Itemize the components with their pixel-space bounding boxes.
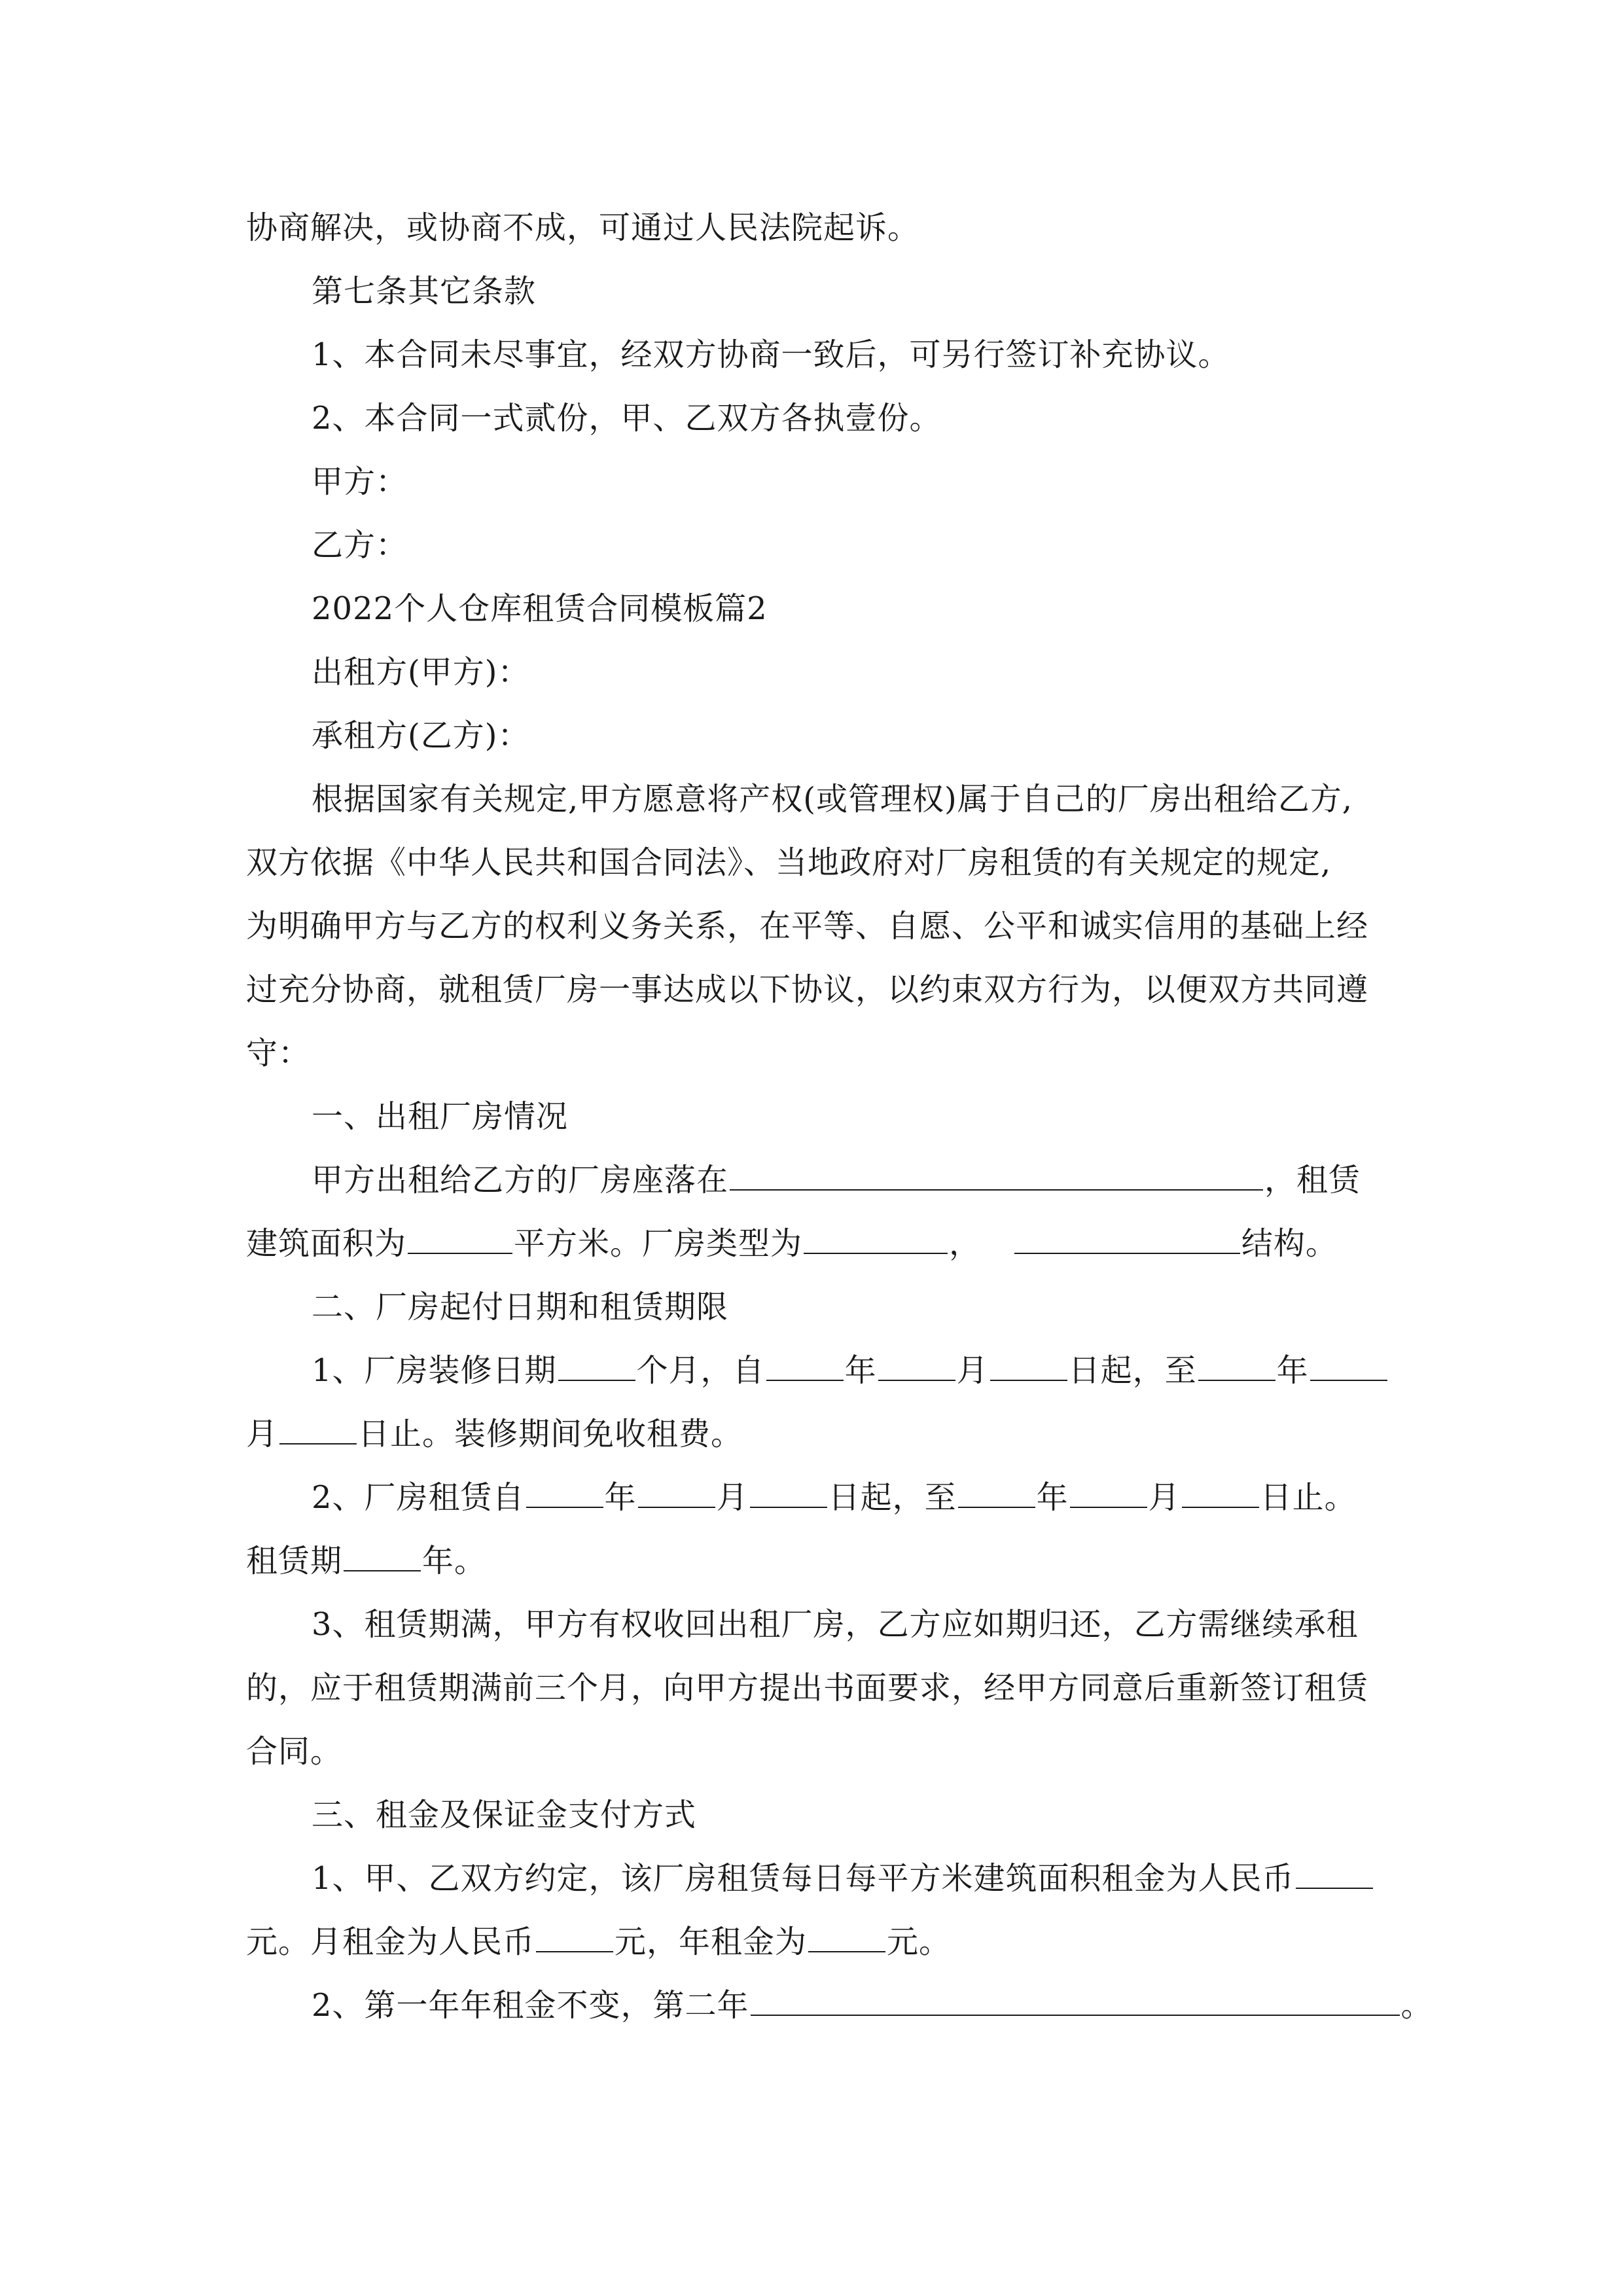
text-line: [246, 1847, 1378, 1910]
text-line: 合同。: [246, 1733, 343, 1770]
text-fragment: 日起，至: [1068, 1352, 1197, 1389]
text-fragment: 1、甲、乙双方约定，该厂房租赁每日每平方米建筑面积租金为人民币: [312, 1860, 1294, 1897]
text-fragment: 建筑面积为: [246, 1225, 407, 1262]
blank-field: [558, 1344, 635, 1381]
blank-field: [536, 1916, 613, 1952]
text-fragment: 日止。装修期间免收租费。: [358, 1416, 743, 1452]
article-seven-heading: 第七条其它条款: [312, 273, 537, 310]
text-fragment: 日止。: [1260, 1479, 1357, 1516]
paragraph-line: 过充分协商，就租赁厂房一事达成以下协议，以约束双方行为，以便双方共同遵: [246, 971, 1369, 1008]
paragraph-line: 为明确甲方与乙方的权利义务关系，在平等、自愿、公平和诚实信用的基础上经: [246, 908, 1369, 944]
text-fragment: 元。: [887, 1924, 952, 1960]
blank-field: [766, 1344, 844, 1381]
text-fragment: 租赁期: [246, 1543, 343, 1579]
blank-field: [279, 1408, 357, 1444]
blank-field: [1310, 1344, 1387, 1381]
blank-field: [808, 1916, 885, 1952]
text-line: [246, 1910, 1378, 1974]
text-line: [246, 1339, 1378, 1403]
text-line: 的，应于租赁期满前三个月，向甲方提出书面要求，经甲方同意后重新签订租赁: [246, 1670, 1369, 1706]
text-fragment: 年: [1036, 1479, 1069, 1516]
section-title: 2022个人仓库租赁合同模板篇2: [312, 590, 768, 627]
text-fragment: 月: [956, 1352, 989, 1389]
blank-field: [1070, 1471, 1147, 1508]
text-fragment: 个月，自: [636, 1352, 765, 1389]
text-line: 协商解决，或协商不成，可通过人民法院起诉。: [246, 209, 920, 246]
text-line: [246, 1974, 1433, 2037]
text-fragment: 年。: [422, 1543, 487, 1579]
heading-two: 二、厂房起付日期和租赁期限: [312, 1289, 729, 1325]
text-fragment: 月: [246, 1416, 279, 1452]
party-b-signature-label: 乙方：: [312, 527, 408, 564]
text-fragment: 1、厂房装修日期: [312, 1352, 557, 1389]
text-fragment: 月: [1148, 1479, 1181, 1516]
blank-field: [990, 1344, 1067, 1381]
text-fragment: 日起，至: [828, 1479, 957, 1516]
text-fragment: 2、厂房租赁自: [312, 1479, 525, 1516]
text-line: [246, 1212, 1378, 1276]
paragraph-line: 守：: [246, 1035, 311, 1071]
text-fragment: 年: [604, 1479, 637, 1516]
blank-field: [408, 1217, 512, 1254]
blank-field: [1182, 1471, 1259, 1508]
document-page: [246, 196, 1433, 2037]
lessee-label: 承租方(乙方)：: [312, 717, 530, 754]
blank-field: [750, 1471, 827, 1508]
text-fragment: 甲方出租给乙方的厂房座落在: [312, 1162, 729, 1198]
text-line: 2、本合同一式贰份，甲、乙双方各执壹份。: [312, 400, 942, 437]
text-line: [246, 1403, 1378, 1466]
text-line: [246, 1149, 1378, 1212]
paragraph-line: 根据国家有关规定,甲方愿意将产权(或管理权)属于自己的厂房出租给乙方,: [312, 781, 1353, 817]
blank-field: [1014, 1217, 1240, 1254]
text-line: [246, 1530, 1378, 1593]
lessor-label: 出租方(甲方)：: [312, 654, 530, 691]
heading-three: 三、租金及保证金支付方式: [312, 1797, 697, 1833]
text-fragment: 结构。: [1241, 1225, 1338, 1262]
text-fragment: 年: [1276, 1352, 1309, 1389]
blank-field: [878, 1344, 955, 1381]
text-fragment: 。: [1400, 1987, 1433, 2024]
blank-field: [1198, 1344, 1275, 1381]
text-fragment: 2、第一年年租金不变，第二年: [312, 1987, 749, 2024]
text-fragment: 年: [844, 1352, 877, 1389]
blank-field: [730, 1154, 1263, 1191]
text-line: [246, 1466, 1378, 1530]
text-fragment: 元，年租金为: [615, 1924, 808, 1960]
blank-field: [344, 1535, 421, 1571]
text-fragment: 月: [716, 1479, 749, 1516]
text-fragment: ，: [949, 1225, 982, 1262]
text-fragment: 元。月租金为人民币: [246, 1924, 535, 1960]
paragraph-line: 双方依据《中华人民共和国合同法》、当地政府对厂房租赁的有关规定的规定,: [246, 844, 1332, 881]
party-a-signature-label: 甲方：: [312, 463, 408, 500]
blank-field: [638, 1471, 715, 1508]
text-fragment: 平方米。厂房类型为: [514, 1225, 803, 1262]
blank-field: [1296, 1852, 1373, 1889]
text-fragment: ，租赁: [1264, 1162, 1361, 1198]
blank-field: [958, 1471, 1035, 1508]
heading-one: 一、出租厂房情况: [312, 1098, 569, 1135]
blank-field: [526, 1471, 603, 1508]
text-line: 1、本合同未尽事宜，经双方协商一致后，可另行签订补充协议。: [312, 336, 1230, 373]
blank-field: [751, 1979, 1400, 2016]
blank-field: [804, 1217, 948, 1254]
text-line: 3、租赁期满，甲方有权收回出租厂房，乙方应如期归还，乙方需继续承租: [312, 1606, 1359, 1643]
